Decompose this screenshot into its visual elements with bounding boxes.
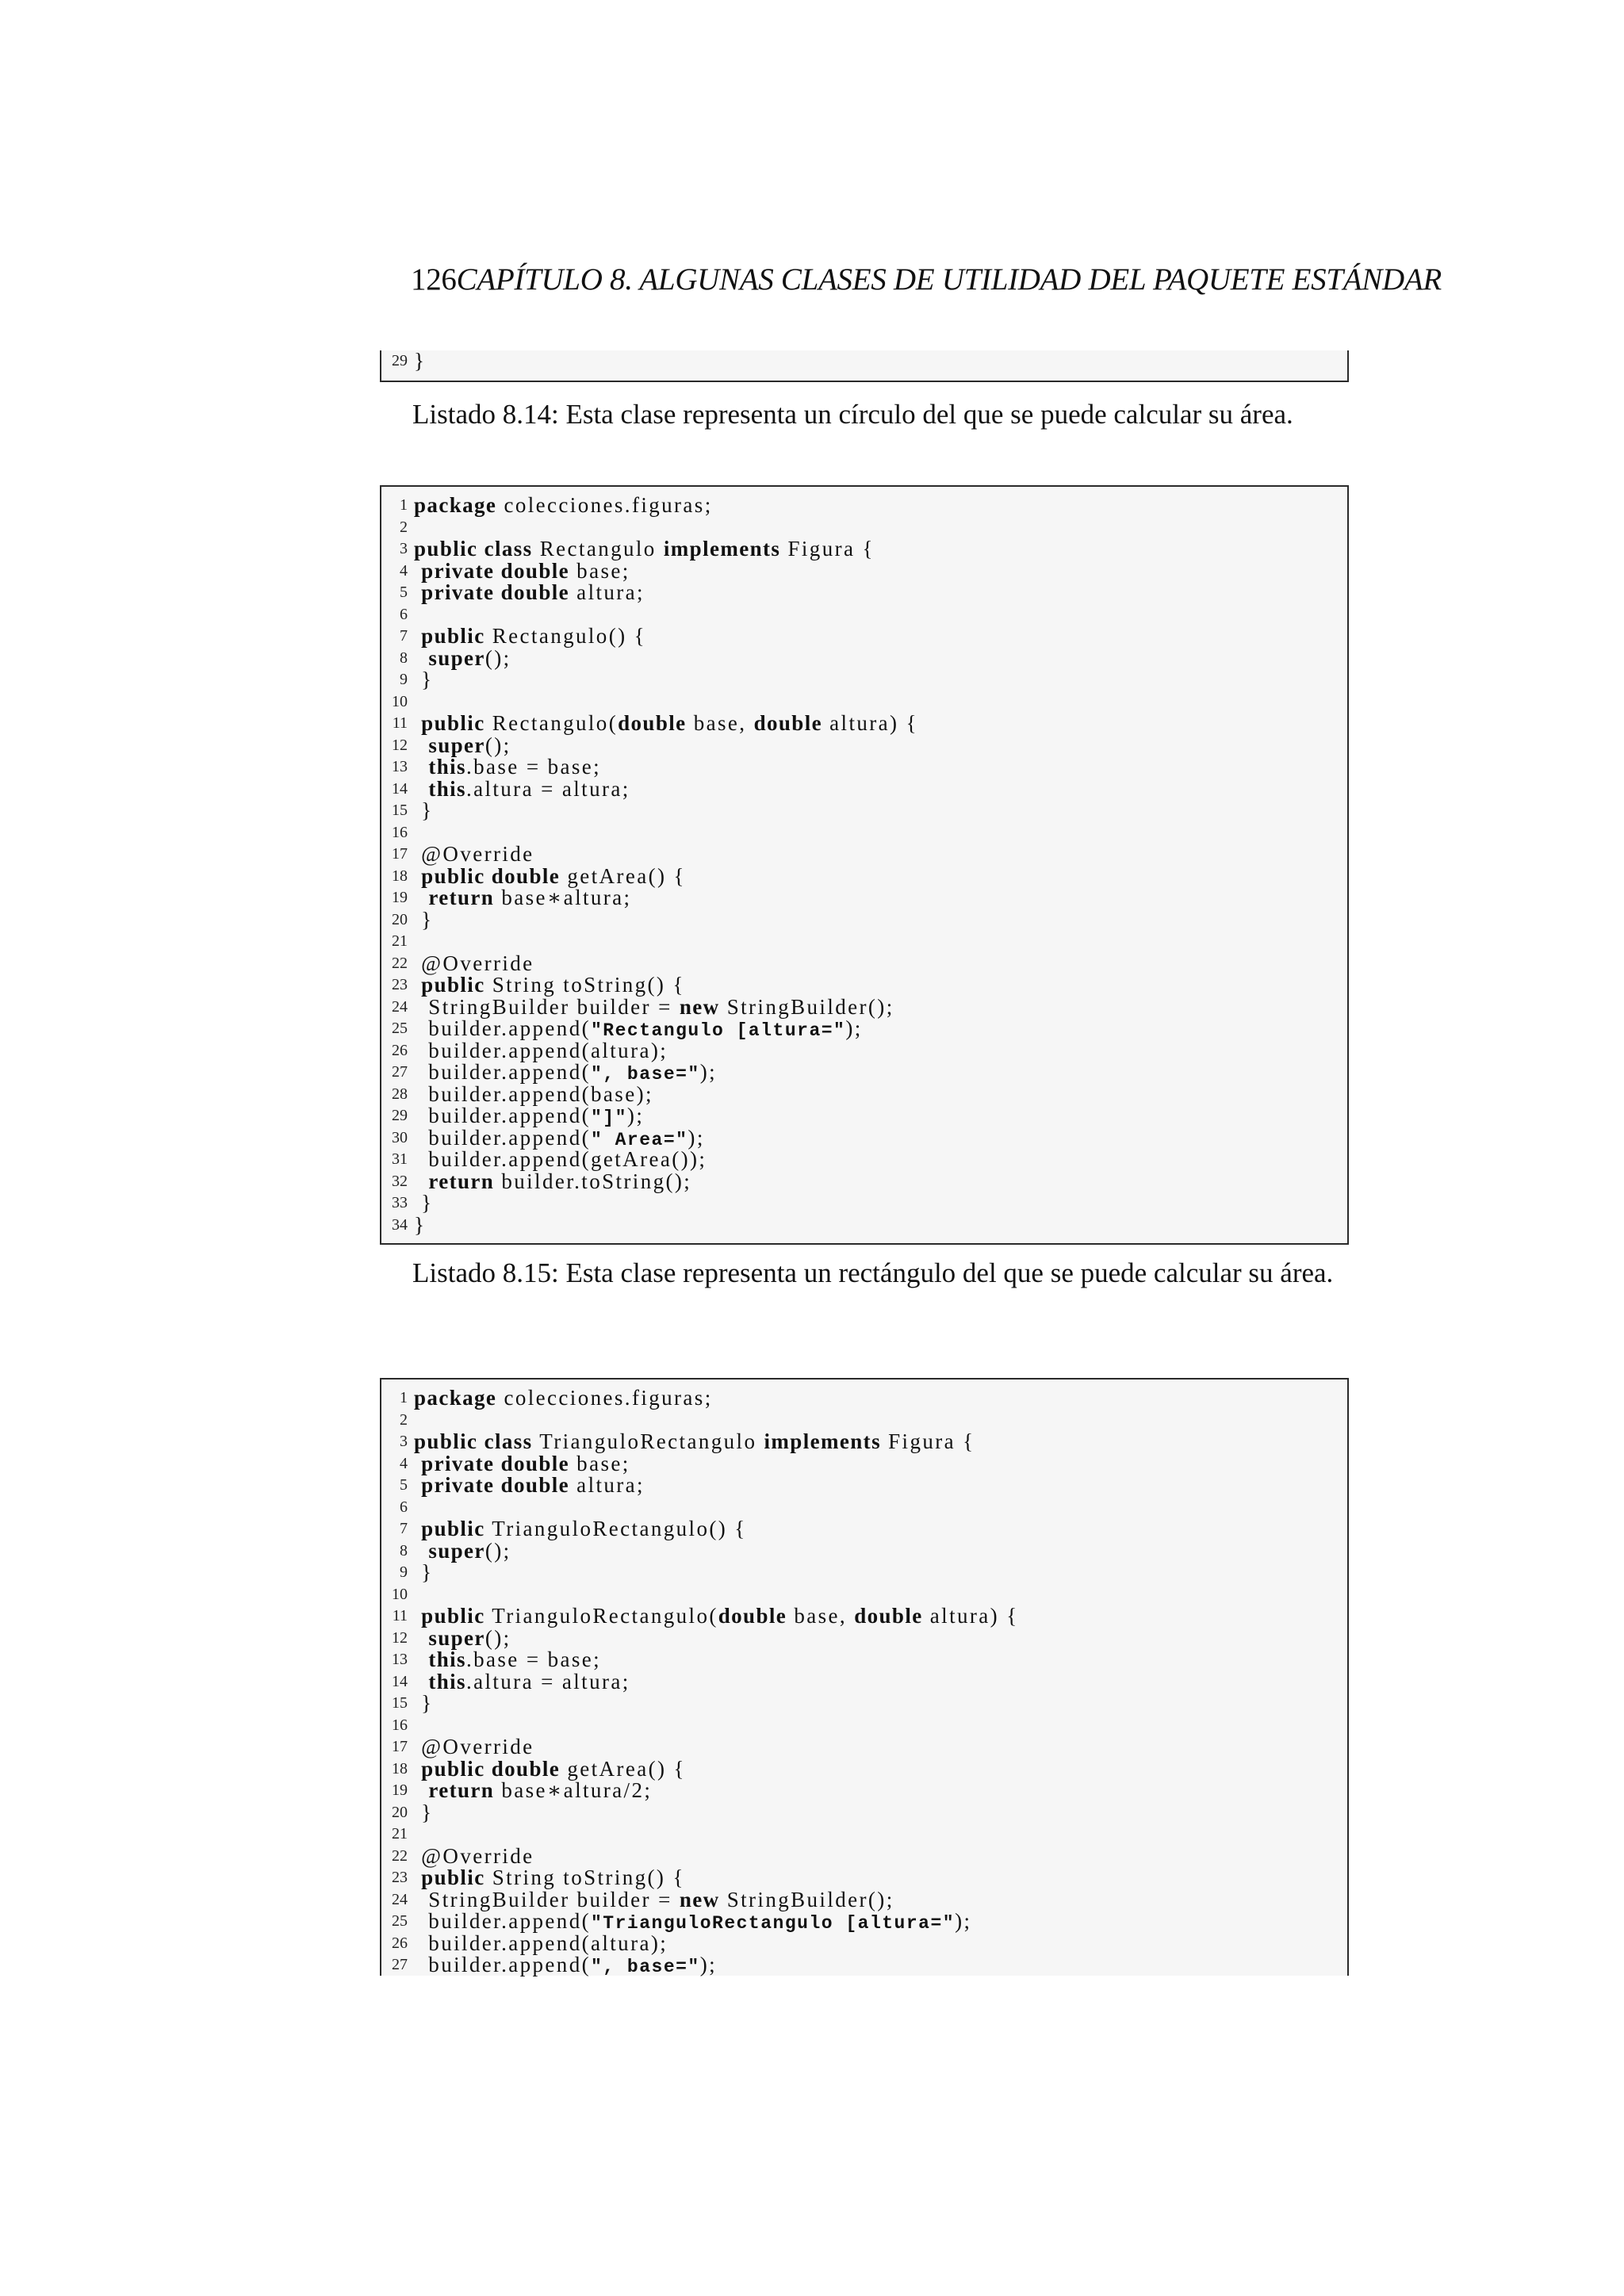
code-keyword: super: [428, 733, 485, 757]
code-text: }: [414, 798, 434, 822]
line-number: 15: [392, 802, 408, 819]
line-number: 13: [392, 1651, 408, 1668]
code-line: [381, 1867, 1347, 1889]
code-text: public Rectangulo(double base, double altura) {: [421, 711, 918, 735]
code-text: public double getArea() {: [421, 863, 686, 888]
code-keyword: this: [428, 755, 466, 779]
code-keyword: implements: [663, 537, 781, 561]
code-text: builder.append("TrianguloRectangulo [altura=");: [414, 1909, 972, 1934]
code-text: super();: [428, 645, 511, 670]
code-text: this.base = base;: [428, 1647, 602, 1671]
line-number: 9: [400, 671, 408, 688]
code-line: [381, 1410, 1347, 1432]
line-number: 20: [392, 910, 408, 928]
code-text: package colecciones.figuras;: [414, 1386, 713, 1410]
code-keyword: this: [428, 1647, 466, 1671]
code-text: @Override: [414, 951, 534, 975]
code-keyword: return: [428, 1778, 495, 1802]
code-keyword: this: [428, 1669, 466, 1693]
chapter-title: CAPÍTULO 8. ALGUNAS CLASES DE UTILIDAD DEL PAQUETE ESTÁNDAR: [456, 262, 1442, 297]
code-keyword: private double: [421, 1451, 570, 1475]
code-line: [381, 1081, 1347, 1106]
code-text: @Override: [414, 1735, 534, 1758]
code-text: return base∗altura/2;: [428, 1778, 653, 1802]
code-line: [381, 1715, 1347, 1737]
line-number: 25: [392, 1912, 408, 1930]
code-keyword: package: [414, 493, 497, 517]
code-line: [381, 1018, 1347, 1040]
line-number: 21: [392, 1825, 408, 1843]
line-number: 12: [392, 736, 408, 754]
code-lines: [381, 350, 1347, 373]
code-keyword: super: [428, 1538, 485, 1563]
code-listing-8-14: [380, 485, 1349, 1245]
code-line: [381, 1562, 1347, 1584]
code-string: "]": [591, 1108, 627, 1128]
line-number: 27: [392, 1063, 408, 1081]
code-line: [381, 645, 1347, 670]
code-line: [381, 1192, 1347, 1215]
code-text: @Override: [414, 842, 534, 866]
line-number: 31: [392, 1150, 408, 1168]
line-number: 8: [400, 1541, 408, 1559]
code-line: [381, 1040, 1347, 1062]
code-text: builder.append(" Area=");: [414, 1125, 705, 1150]
code-line: [381, 844, 1347, 866]
code-keyword: public double: [421, 863, 561, 888]
line-number: 2: [400, 518, 408, 536]
code-string: " Area=": [591, 1129, 688, 1150]
line-number: 10: [392, 1585, 408, 1603]
code-keyword: private double: [421, 1473, 570, 1497]
code-line: [381, 1671, 1347, 1693]
code-keyword: public: [421, 624, 485, 648]
line-number: 16: [392, 823, 408, 841]
code-listing-fragment: [380, 350, 1349, 382]
code-keyword: super: [428, 645, 485, 670]
code-text: super();: [428, 1625, 511, 1650]
line-number: 10: [392, 692, 408, 710]
code-keyword: package: [414, 1386, 497, 1410]
page-header: [411, 262, 1442, 297]
code-line: [381, 1954, 1347, 1976]
code-keyword: implements: [764, 1429, 881, 1453]
code-line: [381, 1475, 1347, 1497]
code-text: super();: [428, 733, 511, 757]
code-line: [381, 953, 1347, 975]
listing-caption-8-14: Listado 8.14: Esta clase representa un círculo del que se puede calcular su área.: [412, 399, 1293, 430]
line-number: 2: [400, 1410, 408, 1429]
code-keyword: new: [679, 994, 720, 1019]
code-line: [381, 1736, 1347, 1758]
line-number: 1: [400, 496, 408, 514]
code-line: [381, 1584, 1347, 1606]
code-text: private double altura;: [421, 1473, 645, 1497]
page-number: 126: [411, 262, 457, 297]
code-line: [381, 1780, 1347, 1802]
code-keyword: super: [428, 1625, 485, 1650]
code-line: [381, 350, 1347, 373]
code-line: [381, 691, 1347, 714]
code-text: }: [414, 668, 434, 691]
code-keyword: this: [428, 776, 466, 801]
code-text: @Override: [414, 1843, 534, 1868]
code-text: public String toString() {: [421, 973, 685, 997]
code-line: [381, 669, 1347, 691]
code-keyword: public: [421, 1604, 485, 1628]
code-line: [381, 1889, 1347, 1911]
code-line: [381, 1105, 1347, 1127]
line-number: 27: [392, 1956, 408, 1973]
line-number: 34: [392, 1215, 408, 1234]
line-number: 11: [392, 1607, 408, 1624]
code-line: [381, 887, 1347, 909]
code-keyword: double: [618, 711, 687, 735]
code-keyword: private double: [421, 558, 570, 583]
code-line: [381, 1431, 1347, 1453]
code-text: }: [414, 1191, 434, 1215]
line-number: 18: [392, 867, 408, 885]
line-number: 17: [392, 845, 408, 863]
code-line: [381, 756, 1347, 779]
code-keyword: public: [421, 973, 485, 997]
line-number: 29: [392, 352, 408, 369]
code-keyword: public: [421, 1866, 485, 1889]
line-number: 5: [400, 1476, 408, 1494]
code-text: package colecciones.figuras;: [414, 493, 713, 517]
code-text: this.altura = altura;: [428, 776, 630, 801]
code-text: }: [414, 1691, 434, 1715]
code-text: this.altura = altura;: [428, 1669, 630, 1693]
line-number: 4: [400, 561, 408, 580]
code-line: [381, 776, 1347, 801]
code-keyword: public double: [421, 1756, 561, 1781]
line-number: 30: [392, 1128, 408, 1146]
code-string: ", base=": [591, 1064, 700, 1085]
code-text: public class Rectangulo implements Figura {: [414, 537, 875, 561]
code-line: [381, 604, 1347, 626]
line-number: 22: [392, 954, 408, 972]
line-number: 1: [400, 1389, 408, 1406]
code-text: builder.append(altura);: [414, 1931, 668, 1955]
line-number: 3: [400, 540, 408, 557]
line-number: 24: [392, 997, 408, 1016]
line-number: 4: [400, 1454, 408, 1472]
code-text: public class TrianguloRectangulo implements Figura {: [414, 1429, 975, 1453]
code-keyword: public: [421, 1517, 485, 1540]
line-number: 25: [392, 1020, 408, 1037]
code-text: }: [414, 349, 427, 373]
code-text: private double altura;: [421, 580, 645, 604]
line-number: 5: [400, 584, 408, 601]
code-string: "Rectangulo [altura=": [591, 1020, 846, 1041]
code-keyword: return: [428, 1169, 495, 1193]
code-text: public Rectangulo() {: [421, 624, 646, 648]
line-number: 6: [400, 1498, 408, 1516]
code-text: private double base;: [421, 1451, 630, 1475]
code-line: [381, 863, 1347, 888]
code-line: [381, 1149, 1347, 1171]
code-keyword: public class: [414, 1429, 533, 1453]
code-text: return builder.toString();: [428, 1169, 692, 1193]
code-text: super();: [428, 1538, 511, 1563]
code-line: [381, 1625, 1347, 1650]
code-text: }: [414, 907, 434, 932]
code-line: [381, 1171, 1347, 1193]
line-number: 14: [392, 1672, 408, 1690]
line-number: 24: [392, 1890, 408, 1908]
code-line: [381, 800, 1347, 822]
code-line: [381, 538, 1347, 561]
line-number: 19: [392, 1781, 408, 1799]
code-line: [381, 1062, 1347, 1084]
line-number: 23: [392, 1869, 408, 1886]
code-line: [381, 735, 1347, 757]
code-line: [381, 909, 1347, 932]
code-text: public String toString() {: [421, 1866, 685, 1889]
code-line: [381, 1605, 1347, 1628]
code-line: [381, 1911, 1347, 1933]
code-lines: [381, 1387, 1347, 1976]
code-keyword: public class: [414, 537, 533, 561]
line-number: 21: [392, 932, 408, 950]
code-text: public double getArea() {: [421, 1756, 686, 1781]
line-number: 6: [400, 605, 408, 623]
code-line: [381, 1693, 1347, 1715]
line-number: 11: [392, 714, 408, 732]
code-line: [381, 974, 1347, 997]
code-keyword: private double: [421, 580, 570, 604]
line-number: 15: [392, 1694, 408, 1712]
code-text: builder.append("]");: [414, 1104, 645, 1128]
code-line: [381, 1212, 1347, 1237]
code-line: [381, 822, 1347, 844]
code-text: public TrianguloRectangulo() {: [421, 1517, 747, 1540]
line-number: 26: [392, 1934, 408, 1952]
code-line: [381, 495, 1347, 517]
line-number: 20: [392, 1803, 408, 1821]
code-text: StringBuilder builder = new StringBuilder();: [414, 994, 894, 1019]
line-number: 22: [392, 1846, 408, 1865]
line-number: 13: [392, 758, 408, 775]
code-keyword: double: [753, 711, 823, 735]
line-number: 7: [400, 627, 408, 645]
code-line: [381, 1540, 1347, 1563]
code-text: this.base = base;: [428, 755, 602, 779]
code-line: [381, 713, 1347, 735]
line-number: 8: [400, 649, 408, 667]
code-text: builder.append(getArea());: [414, 1147, 707, 1171]
code-text: builder.append("Rectangulo [altura=");: [414, 1016, 863, 1041]
line-number: 29: [392, 1107, 408, 1124]
code-line: [381, 1453, 1347, 1475]
code-line: [381, 994, 1347, 1019]
line-number: 19: [392, 889, 408, 906]
code-string: "TrianguloRectangulo [altura=": [591, 1913, 956, 1934]
code-line: [381, 1497, 1347, 1519]
code-text: private double base;: [421, 558, 630, 583]
code-line: [381, 1843, 1347, 1868]
code-keyword: double: [718, 1604, 787, 1628]
line-number: 12: [392, 1628, 408, 1647]
code-keyword: new: [679, 1887, 720, 1911]
line-number: 14: [392, 779, 408, 798]
line-number: 18: [392, 1759, 408, 1777]
line-number: 7: [400, 1520, 408, 1537]
line-number: 17: [392, 1738, 408, 1755]
code-line: [381, 1823, 1347, 1846]
code-text: StringBuilder builder = new StringBuilder();: [414, 1887, 894, 1911]
line-number: 23: [392, 976, 408, 993]
code-text: }: [414, 1560, 434, 1584]
line-number: 3: [400, 1433, 408, 1450]
code-lines: [381, 495, 1347, 1236]
code-listing-8-16: [380, 1378, 1349, 1976]
code-keyword: double: [854, 1604, 923, 1628]
code-text: }: [414, 1212, 427, 1237]
code-line: [381, 558, 1347, 583]
code-line: [381, 1127, 1347, 1150]
code-text: }: [414, 1800, 434, 1824]
code-line: [381, 1933, 1347, 1955]
code-text: builder.append(base);: [414, 1081, 653, 1106]
line-number: 28: [392, 1085, 408, 1103]
code-keyword: public: [421, 711, 485, 735]
line-number: 9: [400, 1563, 408, 1581]
code-line: [381, 1387, 1347, 1410]
code-string: ", base=": [591, 1957, 700, 1977]
code-line: [381, 1802, 1347, 1824]
code-line: [381, 931, 1347, 953]
line-number: 26: [392, 1041, 408, 1059]
code-line: [381, 517, 1347, 539]
line-number: 32: [392, 1172, 408, 1190]
code-line: [381, 1649, 1347, 1671]
line-number: 16: [392, 1716, 408, 1734]
code-text: return base∗altura;: [428, 886, 632, 909]
code-text: builder.append(altura);: [414, 1038, 668, 1062]
code-keyword: return: [428, 886, 495, 909]
code-line: [381, 626, 1347, 648]
code-text: public TrianguloRectangulo(double base, double altura) {: [421, 1604, 1019, 1628]
code-line: [381, 1758, 1347, 1781]
code-text: builder.append(", base=");: [414, 1060, 718, 1085]
code-line: [381, 582, 1347, 604]
line-number: 33: [392, 1194, 408, 1211]
code-line: [381, 1518, 1347, 1540]
code-text: builder.append(", base=");: [414, 1953, 718, 1977]
listing-caption-8-15: Listado 8.15: Esta clase representa un rectángulo del que se puede calcular su área.: [412, 1257, 1334, 1288]
